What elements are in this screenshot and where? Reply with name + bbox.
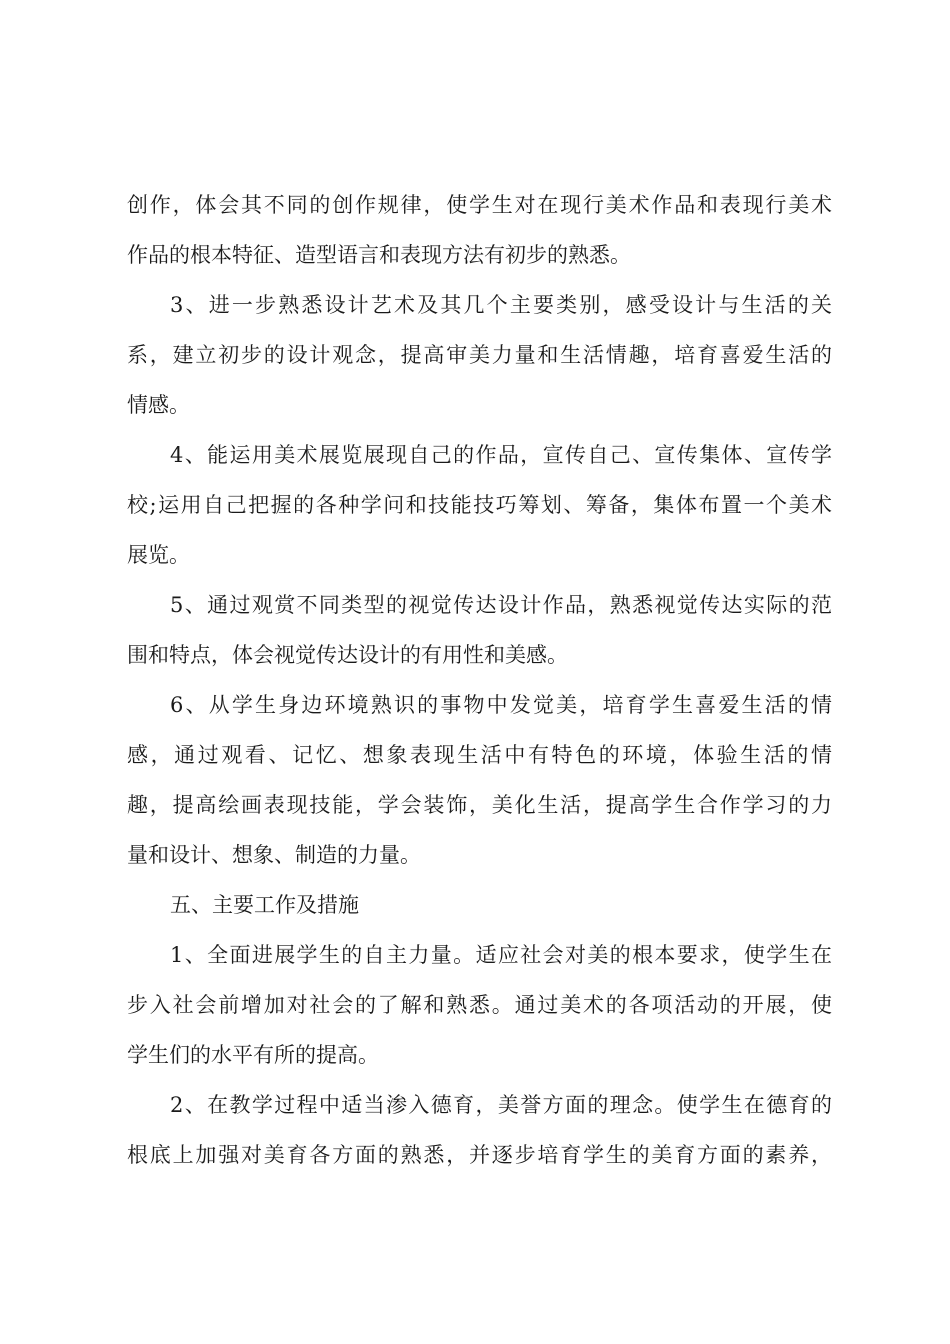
text-line: 围和特点，体会视觉传达设计的有用性和美感。 (127, 643, 568, 667)
text-line: 情感。 (127, 393, 190, 417)
text-line: 2、在教学过程中适当渗入德育，美誉方面的理念。使学生在德育的 (170, 1093, 832, 1117)
text-line: 6、从学生身边环境熟识的事物中发觉美，培育学生喜爱生活的情 (170, 693, 832, 717)
text-line: 校;运用自己把握的各种学问和技能技巧筹划、筹备，集体布置一个美术 (127, 493, 832, 517)
text-line: 4、能运用美术展览展现自己的作品，宣传自己、宣传集体、宣传学 (170, 443, 832, 467)
text-line: 创作，体会其不同的创作规律，使学生对在现行美术作品和表现行美术 (127, 193, 832, 217)
section-heading: 五、主要工作及措施 (170, 893, 359, 917)
text-line: 步入社会前增加对社会的了解和熟悉。通过美术的各项活动的开展，使 (127, 993, 832, 1017)
text-line: 量和设计、想象、制造的力量。 (127, 843, 421, 867)
text-line: 5、通过观赏不同类型的视觉传达设计作品，熟悉视觉传达实际的范 (170, 593, 832, 617)
text-line: 趣，提高绘画表现技能，学会装饰，美化生活，提高学生合作学习的力 (127, 793, 832, 817)
text-line: 展览。 (127, 543, 190, 567)
text-line: 根底上加强对美育各方面的熟悉，并逐步培育学生的美育方面的素养， (127, 1143, 832, 1167)
text-line: 3、进一步熟悉设计艺术及其几个主要类别，感受设计与生活的关 (170, 293, 832, 317)
text-line: 作品的根本特征、造型语言和表现方法有初步的熟悉。 (127, 243, 631, 267)
text-line: 1、全面进展学生的自主力量。适应社会对美的根本要求，使学生在 (170, 943, 832, 967)
text-line: 系，建立初步的设计观念，提高审美力量和生活情趣，培育喜爱生活的 (127, 343, 832, 367)
text-line: 学生们的水平有所的提高。 (127, 1043, 379, 1067)
text-line: 感，通过观看、记忆、想象表现生活中有特色的环境，体验生活的情 (127, 743, 832, 767)
